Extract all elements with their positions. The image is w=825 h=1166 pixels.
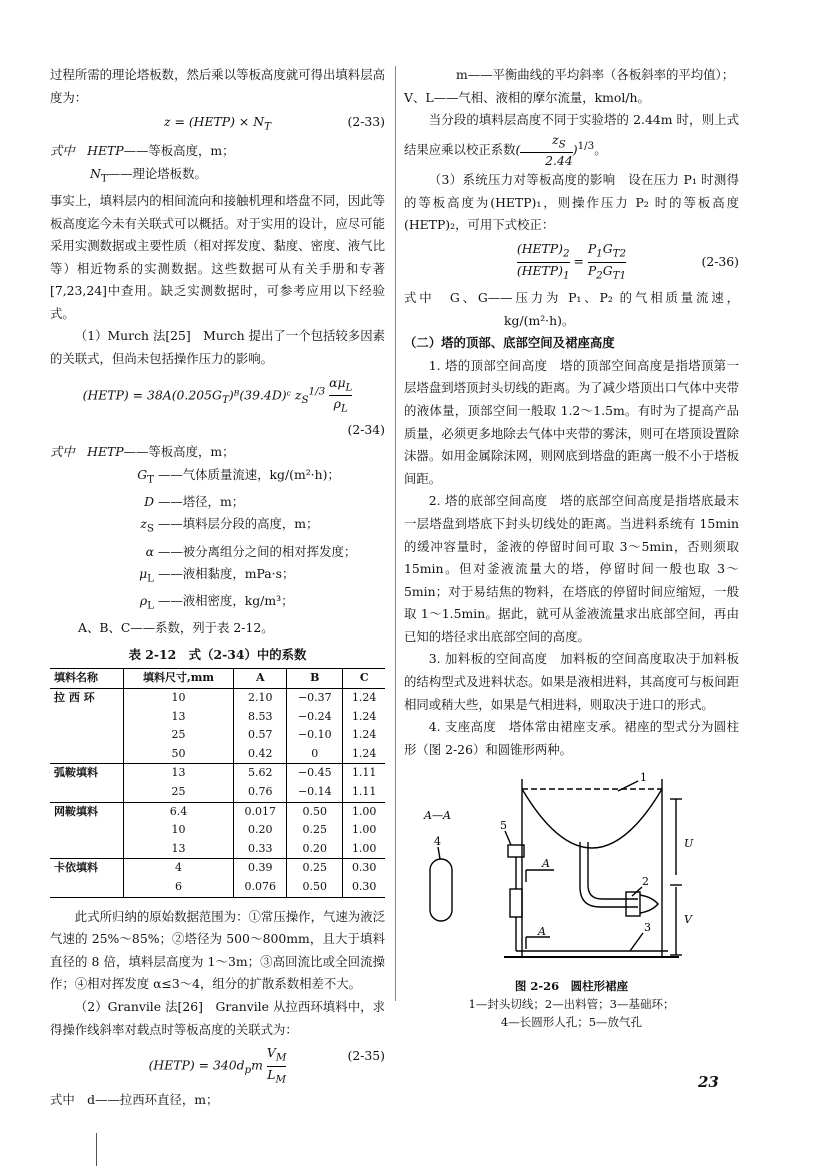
equation-number: (2-35) [347,1048,385,1064]
table-cell: 网鞍填料 [50,802,123,821]
equation-number: (2-34) [347,421,385,437]
section-label: A—A [424,809,451,823]
definition: m——平衡曲线的平均斜率（各板斜率的平均值）； [456,67,735,82]
scan-mark [96,1133,97,1166]
table-cell [50,840,123,859]
table-header: B [287,669,343,689]
table-cell: 10 [123,821,233,840]
table-header: 填料尺寸,mm [123,669,233,689]
table-cell: −0.45 [287,764,343,783]
table-cell: 1.00 [343,802,385,821]
table-cell: 0.20 [234,821,287,840]
definition: $\rho_L$ ——液相密度，kg/m³； [139,593,294,612]
paragraph: （2）Granvile 法[26] Granvile 从拉西环填料中，求得操作线斜率对载点时等板高度的关联式为： [50,998,385,1037]
equation-2-34: (HETP) = $38A(0.205G_T)ᴮ(39.4D)ᶜ$ $z_S^{1/3}$ $\frac{\alpha\mu_L}{\rho_L}$ [82,374,353,415]
table-cell: 0.30 [343,859,385,878]
table-cell: 0.33 [234,840,287,859]
table-cell: 0.39 [234,859,287,878]
table-cell: 1.24 [343,708,385,727]
table-cell: 0.42 [234,745,287,764]
figure-legend: 4—长圆形人孔；5—放气孔 [500,1015,643,1030]
table-row [50,859,385,878]
definition: 式中 G、G——压力为 P₁、P₂ 的气相质量流速，kg/(m²·h)。 [404,289,739,328]
table-cell: 13 [123,708,233,727]
equation-2-35: (HETP) = $340d_pm$ $\frac{V_M}{L_M}$ (2-35) [148,1045,385,1086]
definition: V、L——气相、液相的摩尔流量，kmol/h。 [404,89,650,105]
table-cell [50,726,123,745]
table-cell: 4 [123,859,233,878]
table-header: A [234,669,287,689]
table-cell: 0.25 [287,859,343,878]
paragraph: 3. 加料板的空间高度 加料板的空间高度取决于加料板的结构型式及进料状态。如果是液相进料，其高度可与板间距相同或稍大些，如果是气相进料，则取决于进口的形式。 [404,651,739,712]
paragraph: 事实上，填料层内的相间流向和接触机理和塔盘不同，因此等板高度迄今未有关联式可以概括。对于实用的设计，应尽可能采用实测数据或主要性质（相对挥发度、黏度、密度、液气比等）相近物系的实测数据。这些数据可从有关手册和专著[7,23,24]中查用。缺乏实测数据时，可参考应用以下经验式。 [50,192,385,321]
paragraph: 1. 塔的顶部空间高度 塔的顶部空间高度是指塔顶第一层塔盘到塔顶封头切线的距离。为了减少塔顶出口气体中夹带的液体量，顶部空间一般取 1.2～1.5m。有时为了提高产品质量，必须更多地除去气体中夹带的雾沫，则可在塔顶设置除沫器。如用金属除沫网，则网底到塔盘的距离一般不小于塔板间距。 [404,357,739,486]
definition: D ——塔径，m； [144,493,245,509]
table-cell: 8.53 [234,708,287,727]
table-cell: 0.57 [234,726,287,745]
table-cell: 2.10 [234,689,287,708]
left-column [50,64,385,1112]
table-row [50,708,385,727]
page-number: 23 [698,1073,719,1091]
table-row [50,821,385,840]
coefficient-table [50,668,385,897]
table-cell: 10 [123,689,233,708]
right-column [404,64,739,1031]
table-cell: 25 [123,726,233,745]
table-row [50,726,385,745]
paragraph: 此式所归纳的原始数据范围为：①常压操作，气速为液泛气速的 25%～85%；②塔径为 500～800mm，且大于填料直径的 8 倍，填料层高度为 1～3m；③高回流比或全回流操作；④相对挥发度 α≤3～4，组分的扩散系数相差不大。 [50,908,385,992]
table-cell: 1.24 [343,689,385,708]
table-cell: 弧鞍填料 [50,764,123,783]
table-cell: 0.076 [234,878,287,897]
table-cell: 13 [123,764,233,783]
dimension-u: U [684,837,694,851]
paragraph: 2. 塔的底部空间高度 塔的底部空间高度是指塔底最末一层塔盘到塔底下封头切线处的距离。当进料系统有 15min 的缓冲容量时，釜液的停留时间可取 3～5min，否则须取 15min。但对釜液流量大的塔，停留时间一般也取 3～5min；对于易结焦的物料，在塔底的停留时间应缩短，一般取 1～1.5min。据此，就可从釜液流量求出底部空间，再由已知的塔径求出底部空间的高度。 [404,493,739,644]
table-cell: 1.24 [343,745,385,764]
definition: A、B、C——系数，列于表 2-12。 [78,620,274,636]
table-row [50,802,385,821]
table-cell [50,783,123,802]
figure-caption: 图 2-26 圆柱形裙座 [514,979,629,994]
equation-2-33: z = (HETP) × $N_T$ (2-33) [50,111,385,138]
section-arrow-bottom: A [538,925,546,939]
table-cell: 卡依填料 [50,859,123,878]
table-cell [50,878,123,897]
equation-number: (2-33) [347,114,385,130]
callout-5: 5 [500,819,507,833]
table-cell [50,708,123,727]
section-arrow-top: A [542,857,550,871]
skirt-support-figure [404,767,739,977]
table-cell: 6 [123,878,233,897]
equation-number: (2-36) [701,254,739,270]
equation-2-36: $\frac{(HETP)_2}{(HETP)_1}$ = $\frac{P_1G_{T2}}{P_2G_{T1}}$ (2-36) [516,241,739,281]
table-cell: −0.24 [287,708,343,727]
paragraph: 4. 支座高度 塔体常由裙座支承。裙座的型式分为圆柱形（图 2-26）和圆锥形两种。 [404,719,739,757]
table-cell: 拉 西 环 [54,691,95,704]
table-row [50,764,385,783]
table-row [50,878,385,897]
intro-text: 过程所需的理论塔板数，然后乘以等板高度就可得出填料层高度为： [50,67,385,105]
table-cell: 0.76 [234,783,287,802]
section-heading: （二）塔的顶部、底部空间及裙座高度 [404,335,615,351]
column-divider [395,66,396,1001]
table-cell: 6.4 [123,802,233,821]
table-row [50,689,385,708]
table-cell: 0.50 [287,802,343,821]
table-cell: 5.62 [234,764,287,783]
definition: $\mu_L$ ——液相黏度，mPa·s； [139,566,295,585]
callout-1: 1 [640,771,647,785]
table-cell: 25 [123,783,233,802]
table-row [50,840,385,859]
table-cell: 0.017 [234,802,287,821]
table-cell: 0.50 [287,878,343,897]
table-cell: 1.11 [343,783,385,802]
definition: $z_S$ ——填料层分段的高度，m； [140,516,319,535]
paragraph: 当分段的填料层高度不同于实验塔的 2.44m 时，则上式结果应乘以校正系数( $\frac{z_S}{2.44}$ )$^{1/3}$。 [404,112,739,169]
table-row [50,745,385,764]
table-cell: 50 [123,745,233,764]
table-cell: −0.10 [287,726,343,745]
callout-3: 3 [644,921,651,935]
definition: 式中 d——拉西环直径，m； [50,1092,219,1108]
definition: α ——被分离组分之间的相对挥发度； [145,543,357,559]
table-cell [50,745,123,764]
table-row [50,783,385,802]
table-header: 填料名称 [50,669,123,689]
callout-2: 2 [642,875,649,889]
table-cell: 1.24 [343,726,385,745]
table-cell: 0 [287,745,343,764]
table-header: C [343,669,385,689]
table-cell: 13 [123,840,233,859]
definition: 式中 HETP——等板高度，m； [50,444,235,460]
dimension-v: V [684,913,692,927]
callout-4: 4 [434,835,441,849]
table-cell: 0.25 [287,821,343,840]
table-cell: 1.00 [343,840,385,859]
table-caption: 表 2-12 式（2-34）中的系数 [128,646,307,662]
definition: 式中 HETP——等板高度，m； [50,143,235,159]
figure-legend: 1—封头切线；2—出料管；3—基础环； [468,997,675,1012]
paragraph: （3）系统压力对等板高度的影响 设在压力 P₁ 时测得的等板高度为(HETP)₁，则操作压力 P₂ 时的等板高度(HETP)₂，可用下式校正： [404,172,739,233]
table-cell: 0.30 [343,878,385,897]
table-cell: 0.20 [287,840,343,859]
table-cell: −0.37 [287,689,343,708]
table-cell: 1.00 [343,821,385,840]
table-cell [50,821,123,840]
paragraph: （1）Murch 法[25] Murch 提出了一个包括较多因素的关联式，但尚未包括操作压力的影响。 [50,328,385,367]
table-cell: −0.14 [287,783,343,802]
table-cell: 1.11 [343,764,385,783]
definition: $G_T$ ——气体质量流速，kg/(m²·h)； [137,466,340,486]
skirt-diagram [404,767,739,977]
definition: $N_T——$理论塔板数。 [90,165,207,185]
